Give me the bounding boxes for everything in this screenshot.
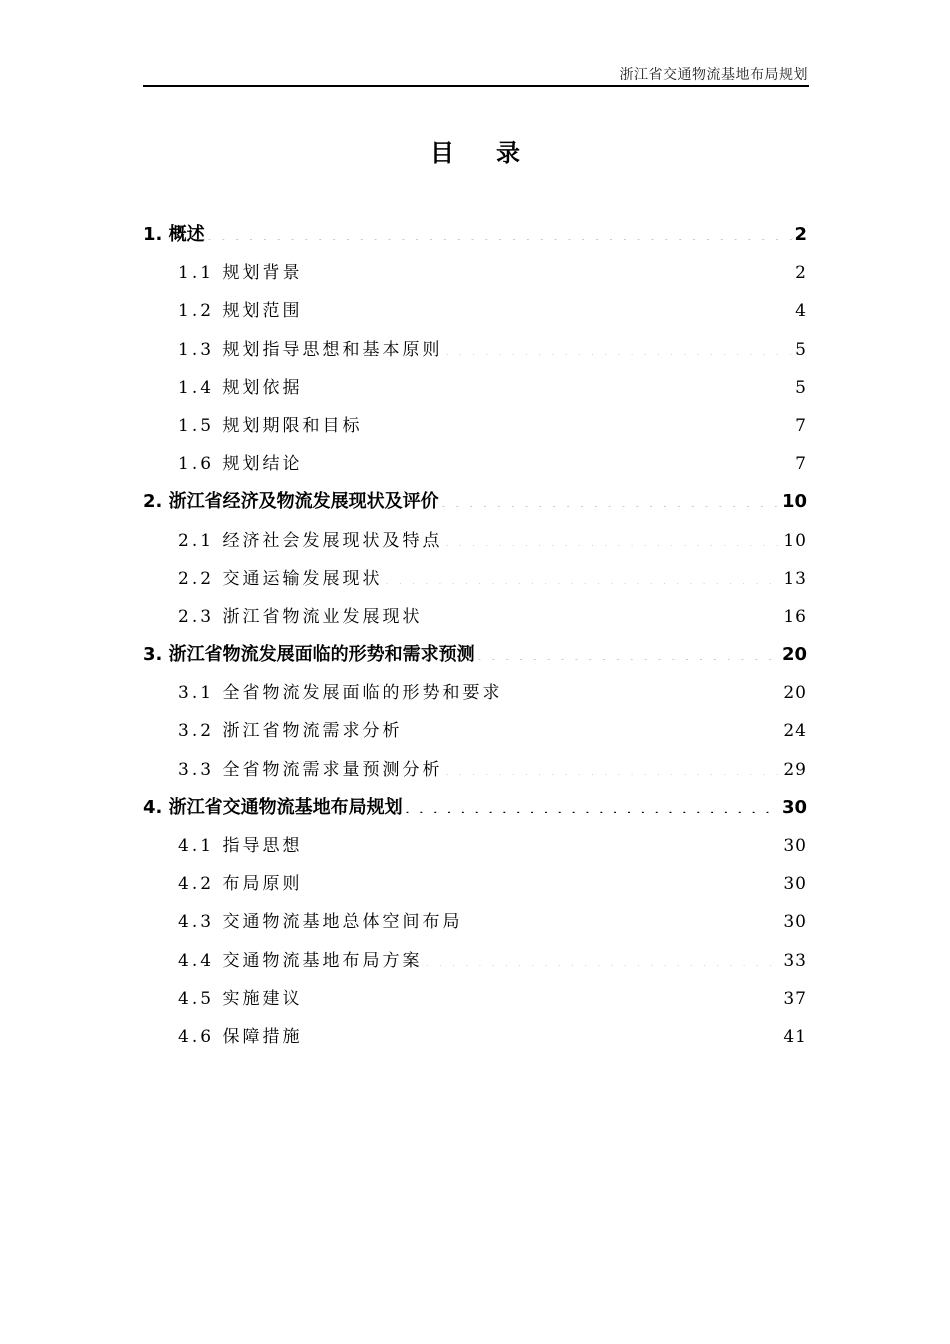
toc-entry-title: 1.1 规划背景 — [178, 263, 303, 284]
toc-dot-leader — [424, 605, 781, 622]
toc-dot-leader — [304, 872, 781, 889]
toc-section-entry[interactable] — [143, 751, 807, 789]
header-rule — [143, 85, 809, 87]
toc-chapter-entry[interactable] — [143, 789, 807, 827]
toc-dot-leader — [464, 910, 781, 927]
toc-dot-leader — [304, 299, 793, 316]
toc-page-number: 5 — [795, 339, 807, 360]
toc-entry-title: 4.1 指导思想 — [178, 836, 303, 856]
toc-dot-leader — [424, 949, 781, 966]
toc-entry-title: 4.4 交通物流基地布局方案 — [178, 950, 423, 971]
toc-dot-leader — [207, 222, 793, 240]
toc-entry-title: 2.2 交通运输发展现状 — [178, 568, 383, 589]
toc-page-number: 24 — [783, 721, 807, 742]
toc-section-entry[interactable] — [143, 560, 807, 598]
toc-page-number: 4 — [795, 301, 807, 322]
toc-dot-leader — [304, 987, 781, 1004]
toc-section-entry[interactable] — [143, 865, 807, 903]
toc-dot-leader — [304, 261, 793, 278]
toc-section-entry[interactable] — [143, 980, 807, 1018]
toc-page-number: 30 — [783, 836, 807, 856]
toc-page-number: 13 — [783, 568, 807, 589]
toc-section-entry[interactable] — [143, 1018, 807, 1056]
toc-dot-leader — [477, 642, 780, 660]
toc-dot-leader — [444, 758, 781, 775]
toc-dot-leader — [404, 719, 781, 736]
toc-page-number: 30 — [783, 874, 807, 895]
toc-dot-leader — [405, 795, 780, 813]
toc-entry-title: 1.4 规划依据 — [178, 377, 303, 398]
toc-page-number: 20 — [783, 683, 807, 704]
toc-title: 目录 — [430, 139, 562, 167]
toc-entry-title: 1.5 规划期限和目标 — [178, 415, 363, 436]
toc-section-entry[interactable] — [143, 712, 807, 750]
toc-entry-title: 3. 浙江省物流发展面临的形势和需求预测 — [143, 644, 475, 666]
toc-page-number: 16 — [783, 606, 807, 627]
toc-page-number: 30 — [783, 912, 807, 933]
toc-page-number: 2 — [795, 263, 807, 284]
toc-section-entry[interactable] — [143, 674, 807, 712]
toc-section-entry[interactable] — [143, 522, 807, 560]
toc-entry-title: 4.2 布局原则 — [178, 874, 303, 895]
toc-page-number: 5 — [795, 377, 807, 398]
toc-entry-title: 4. 浙江省交通物流基地布局规划 — [143, 796, 403, 818]
toc-section-entry[interactable] — [143, 903, 807, 941]
toc-page-number: 30 — [781, 796, 807, 818]
toc-entry-title: 1.2 规划范围 — [178, 301, 303, 322]
toc-dot-leader — [444, 338, 793, 355]
toc-dot-leader — [304, 834, 781, 851]
toc-section-entry[interactable] — [143, 369, 807, 407]
toc-dot-leader — [444, 529, 781, 546]
toc-chapter-entry[interactable] — [143, 216, 807, 254]
toc-entry-title: 1.6 规划结论 — [178, 454, 303, 475]
toc-section-entry[interactable] — [143, 254, 807, 292]
table-of-contents — [143, 216, 807, 1056]
toc-section-entry[interactable] — [143, 942, 807, 980]
toc-page-number: 41 — [783, 1026, 807, 1047]
toc-chapter-entry[interactable] — [143, 483, 807, 521]
toc-dot-leader — [441, 489, 780, 507]
toc-dot-leader — [384, 567, 781, 584]
toc-dot-leader — [504, 681, 781, 698]
toc-entry-title: 2.3 浙江省物流业发展现状 — [178, 606, 423, 627]
toc-page-number: 33 — [783, 950, 807, 971]
toc-dot-leader — [304, 1025, 781, 1042]
toc-page-number: 29 — [783, 759, 807, 780]
toc-entry-title: 3.1 全省物流发展面临的形势和要求 — [178, 683, 503, 704]
toc-page-number: 20 — [781, 644, 807, 666]
toc-chapter-entry[interactable] — [143, 636, 807, 674]
toc-section-entry[interactable] — [143, 445, 807, 483]
toc-dot-leader — [304, 452, 793, 469]
toc-page-number: 2 — [794, 224, 807, 245]
toc-entry-title: 4.6 保障措施 — [178, 1026, 303, 1047]
toc-section-entry[interactable] — [143, 292, 807, 330]
toc-page-number: 10 — [781, 491, 807, 513]
toc-page-number: 7 — [795, 454, 807, 475]
toc-entry-title: 2. 浙江省经济及物流发展现状及评价 — [143, 491, 439, 513]
toc-dot-leader — [364, 414, 793, 431]
toc-entry-title: 1. 概述 — [143, 224, 205, 245]
toc-section-entry[interactable] — [143, 598, 807, 636]
toc-page-number: 10 — [783, 530, 807, 551]
toc-section-entry[interactable] — [143, 331, 807, 369]
toc-entry-title: 3.3 全省物流需求量预测分析 — [178, 759, 443, 780]
toc-entry-title: 1.3 规划指导思想和基本原则 — [178, 339, 443, 360]
toc-entry-title: 2.1 经济社会发展现状及特点 — [178, 530, 443, 551]
toc-entry-title: 4.3 交通物流基地总体空间布局 — [178, 912, 463, 933]
toc-dot-leader — [304, 376, 793, 393]
toc-section-entry[interactable] — [143, 407, 807, 445]
toc-page-number: 7 — [795, 415, 807, 436]
toc-section-entry[interactable] — [143, 827, 807, 865]
toc-entry-title: 3.2 浙江省物流需求分析 — [178, 721, 403, 742]
toc-page-number: 37 — [783, 988, 807, 1009]
toc-entry-title: 4.5 实施建议 — [178, 988, 303, 1009]
running-header: 浙江省交通物流基地布局规划 — [619, 67, 808, 83]
